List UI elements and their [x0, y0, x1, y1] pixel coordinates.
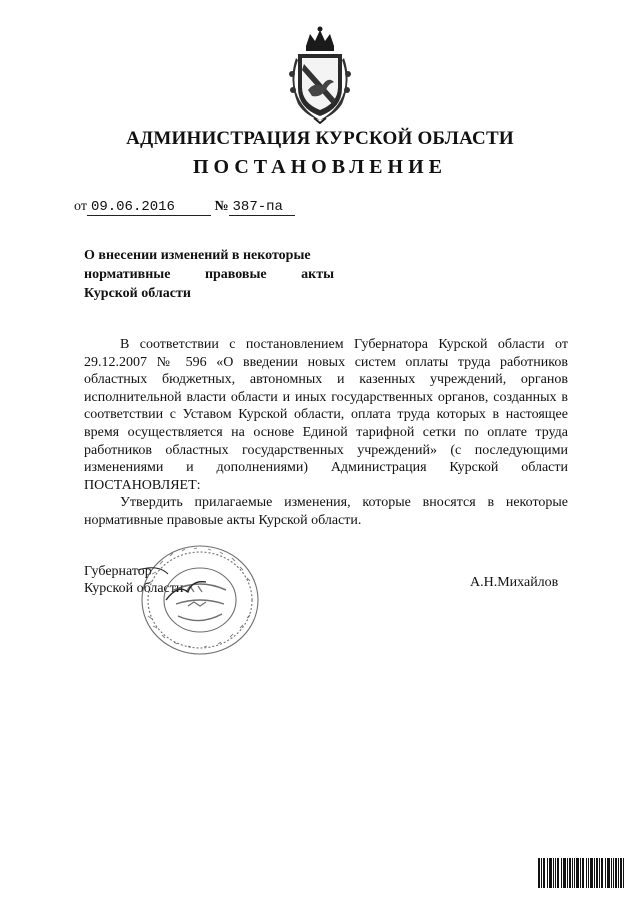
document-type: ПОСТАНОВЛЕНИЕ — [193, 156, 447, 178]
signatory-position-line-2: Курской области — [84, 581, 184, 596]
barcode-icon — [538, 858, 624, 888]
document-subject — [84, 246, 334, 303]
signatory-position-line-1: Губернатор — [84, 564, 152, 579]
official-stamp-icon — [128, 534, 268, 664]
document-date: 09.06.2016 — [87, 200, 211, 216]
subject-line-1: О внесении изменений в некоторые — [84, 248, 311, 263]
body-paragraph-1: В соответствии с постановлением Губернатора Курской области от 29.12.2007 № 596 «О введении новых систем оплаты труда работников областных бюджетных, автономных и казенных учреждений, органов исполнительной власти области и иных государственных органов, созданных в соответствии с Уставом Курской области, оплата труда которых в настоящее время осуществляется на основе Единой тарифной сетки по оплате труда работников областных государственных учреждений» (с последующими изменениями и дополнениями) Администрация Курской области ПОСТАНОВЛЯЕТ: — [84, 337, 568, 493]
signatory-name: А.Н.Михайлов — [470, 575, 559, 590]
number-sign: № — [214, 199, 229, 214]
organization-name: АДМИНИСТРАЦИЯ КУРСКОЙ ОБЛАСТИ — [126, 128, 514, 149]
document-number: 387-па — [229, 200, 295, 216]
coat-of-arms-icon — [284, 24, 356, 124]
date-prefix: от — [74, 199, 87, 214]
subject-line-2: нормативные правовые акты — [84, 267, 334, 282]
document-body — [84, 336, 568, 530]
body-paragraph-2: Утвердить прилагаемые изменения, которые вносятся в некоторые нормативные правовые акты Курской области. — [84, 495, 568, 528]
document-date-number — [74, 199, 295, 216]
subject-line-3: Курской области — [84, 286, 191, 301]
